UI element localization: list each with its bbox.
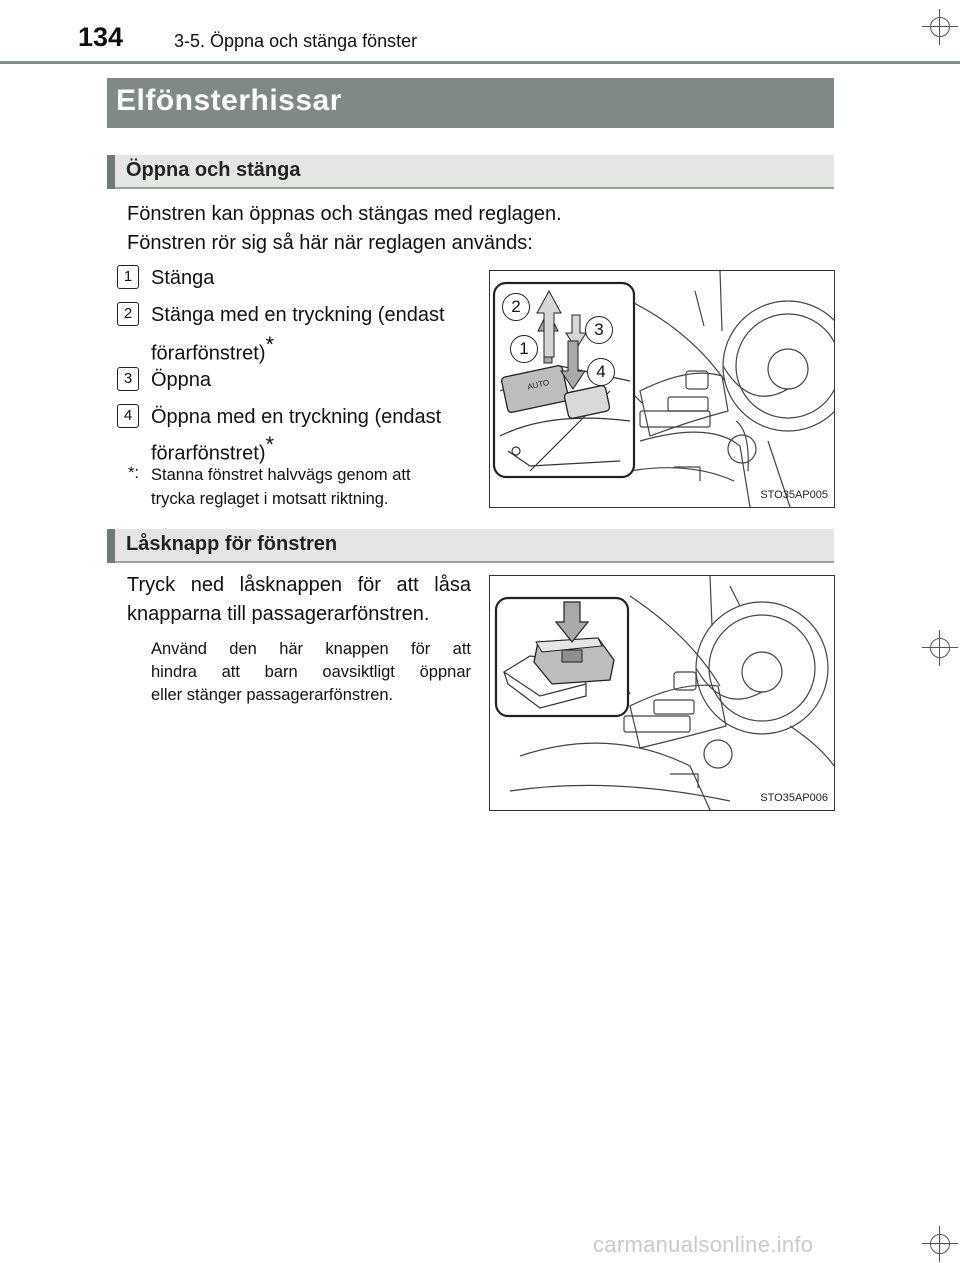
page-number: 134 bbox=[78, 22, 124, 52]
intro-line: Fönstren kan öppnas och stängas med reglagen. bbox=[127, 203, 562, 225]
callout-3: 3 bbox=[585, 316, 613, 344]
car-door-drawing bbox=[490, 271, 834, 507]
number-1-icon: 1 bbox=[117, 265, 139, 289]
section-heading-lock-switch bbox=[107, 529, 834, 563]
section-heading-text: Öppna och stänga bbox=[126, 159, 301, 181]
asterisk-marker: * bbox=[265, 332, 275, 357]
note-line: eller stänger passagerarfönstren. bbox=[151, 686, 394, 704]
crop-mark-icon bbox=[922, 1226, 958, 1262]
header-rule bbox=[0, 61, 960, 64]
number-3-icon: 3 bbox=[117, 367, 139, 391]
number-4-icon: 4 bbox=[117, 404, 139, 428]
list-item-text: Öppna med en tryckning (endast bbox=[151, 406, 442, 428]
list-item-text: förarfönstret)* bbox=[151, 332, 275, 365]
crop-mark-icon bbox=[922, 630, 958, 666]
list-item-text: Stänga med en tryckning (endast bbox=[151, 304, 445, 326]
section-heading-text: Låsknapp för fönstren bbox=[126, 533, 338, 555]
footnote-line: trycka reglaget i motsatt riktning. bbox=[151, 490, 389, 508]
note-line: Använd den här knappen för att bbox=[151, 640, 471, 658]
watermark: carmanualsonline.info bbox=[593, 1232, 814, 1257]
figure-code: STO35AP005 bbox=[760, 489, 828, 501]
figure-code: STO35AP006 bbox=[760, 792, 828, 804]
callout-2: 2 bbox=[502, 293, 530, 321]
footnote-line: Stanna fönstret halvvägs genom att bbox=[151, 466, 411, 484]
car-door-drawing bbox=[490, 576, 834, 810]
asterisk-marker: * bbox=[265, 432, 275, 457]
note-line: hindra att barn oavsiktligt öppnar bbox=[151, 663, 471, 681]
footnote-marker: *: bbox=[128, 464, 140, 482]
page-title: Elfönsterhissar bbox=[116, 84, 342, 117]
crop-mark-icon bbox=[922, 9, 958, 45]
window-switch-illustration bbox=[489, 270, 835, 508]
section-heading-open-close bbox=[107, 155, 834, 189]
auto-label: AUTO bbox=[526, 378, 550, 392]
body-line: knapparna till passagerarfönstren. bbox=[127, 603, 430, 625]
callout-1: 1 bbox=[510, 335, 538, 363]
number-2-icon: 2 bbox=[117, 302, 139, 326]
section-reference: 3-5. Öppna och stänga fönster bbox=[174, 31, 418, 51]
list-item-text: Öppna bbox=[151, 369, 212, 391]
list-item-text: förarfönstret)* bbox=[151, 432, 275, 465]
callout-4: 4 bbox=[587, 358, 615, 386]
lock-switch-illustration bbox=[489, 575, 835, 811]
body-line: Tryck ned låsknappen för att låsa bbox=[127, 574, 471, 596]
list-item-text: Stänga bbox=[151, 267, 215, 289]
intro-line: Fönstren rör sig så här när reglagen används: bbox=[127, 232, 533, 254]
